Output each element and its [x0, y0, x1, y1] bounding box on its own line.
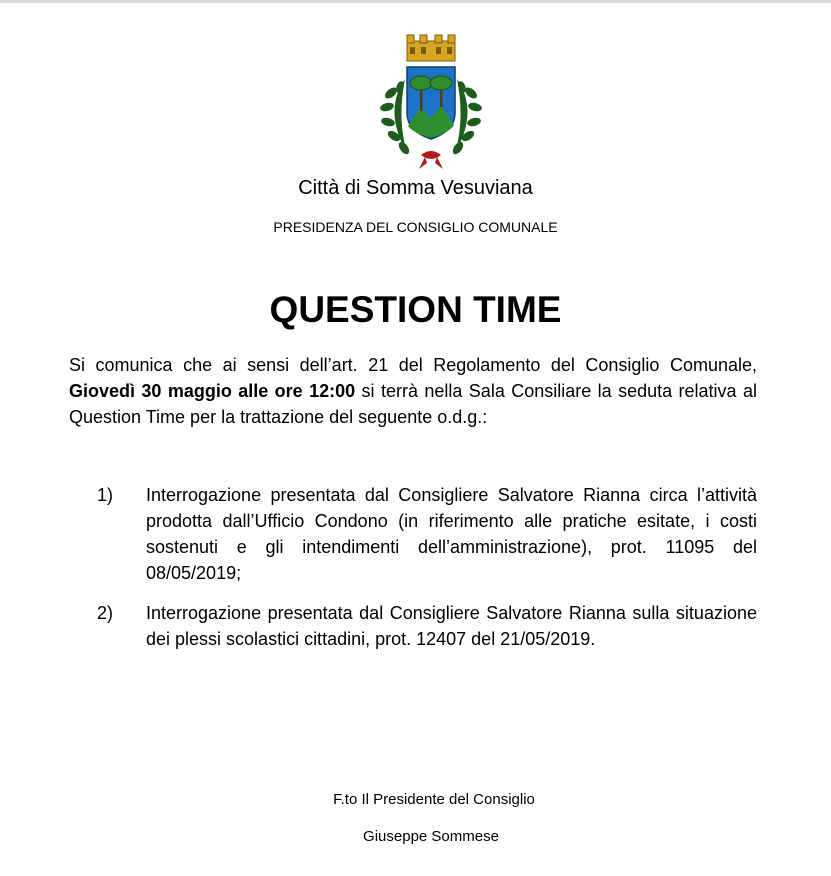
ribbon-icon	[419, 151, 443, 169]
agenda-item-number: 2)	[97, 603, 114, 623]
agenda-item	[97, 482, 757, 586]
signature-role: F.to Il Presidente del Consiglio	[333, 791, 535, 808]
shield-icon	[407, 67, 455, 139]
signature-name: Giuseppe Sommese	[363, 828, 499, 845]
intro-paragraph	[69, 352, 757, 430]
agenda-list	[97, 482, 757, 666]
intro-text-end: si terrà nella Sala Consiliare la seduta relativa al Question Time per la trattazione del seguente o.d.g.:	[69, 381, 757, 427]
crown-icon	[407, 35, 455, 61]
agenda-item-number: 1)	[97, 485, 114, 505]
page-top-border	[0, 0, 831, 3]
municipal-coat-of-arms-icon	[377, 31, 485, 171]
document-title: QUESTION TIME	[269, 289, 562, 330]
agenda-item-text: Interrogazione presentata dal Consigliere Salvatore Rianna circa l’attività prodotta dall’Ufficio Condono (in riferimento alle pratiche esitate, i costi sostenuti e gli intendimenti dell’amministrazione), prot. 11095 del 08/05/2019;	[146, 485, 757, 583]
agenda-item	[97, 600, 757, 652]
agenda-item-text: Interrogazione presentata dal Consigliere Salvatore Rianna sulla situazione dei plessi scolastici cittadini, prot. 12407 del 21/05/2019.	[146, 603, 757, 649]
council-office-heading: PRESIDENZA DEL CONSIGLIO COMUNALE	[273, 219, 558, 235]
intro-text-start: Si comunica che ai sensi dell’art. 21 del Regolamento del Consiglio Comunale,	[69, 355, 757, 375]
meeting-date-time: Giovedì 30 maggio alle ore 12:00	[69, 381, 356, 401]
city-name: Città di Somma Vesuviana	[298, 177, 533, 199]
